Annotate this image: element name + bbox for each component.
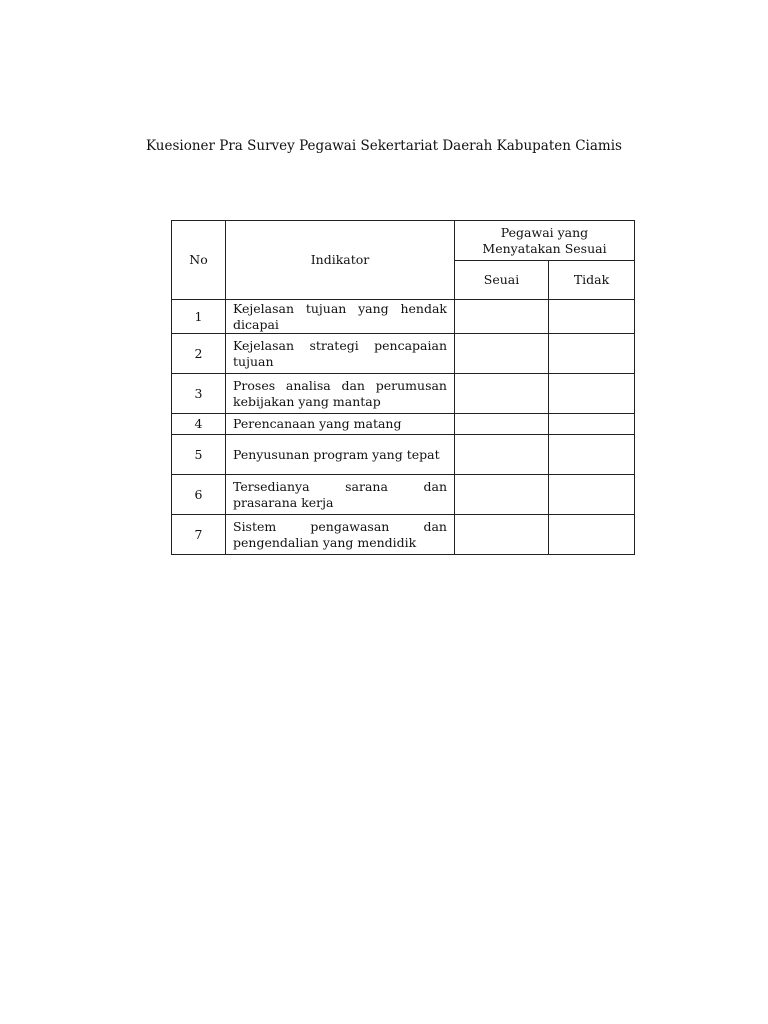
tidak-cell <box>549 374 635 414</box>
indicator-text: Proses analisa dan perumusan kebijakan yang mantap <box>226 374 455 414</box>
row-number: 3 <box>172 374 226 414</box>
header-sesuai: Seuai <box>455 261 549 300</box>
row-number: 2 <box>172 334 226 374</box>
indicator-text: Kejelasan strategi pencapaian tujuan <box>226 334 455 374</box>
table-row <box>172 300 635 334</box>
indicator-text: Penyusunan program yang tepat <box>226 435 455 475</box>
sesuai-cell <box>455 475 549 515</box>
tidak-cell <box>549 300 635 334</box>
header-no: No <box>172 221 226 300</box>
row-number: 1 <box>172 300 226 334</box>
tidak-cell <box>549 515 635 555</box>
table-header-row <box>172 221 635 261</box>
table-row <box>172 475 635 515</box>
tidak-cell <box>549 435 635 475</box>
page-title: Kuesioner Pra Survey Pegawai Sekertariat Daerah Kabupaten Ciamis <box>146 138 622 154</box>
table-row <box>172 374 635 414</box>
table-row <box>172 334 635 374</box>
table-row <box>172 435 635 475</box>
header-indicator: Indikator <box>226 221 455 300</box>
sesuai-cell <box>455 300 549 334</box>
sesuai-cell <box>455 374 549 414</box>
indicator-text: Perencanaan yang matang <box>226 414 455 435</box>
indicator-text: Kejelasan tujuan yang hendak dicapai <box>226 300 455 334</box>
indicator-text: Sistem pengawasan dan pengendalian yang mendidik <box>226 515 455 555</box>
header-tidak: Tidak <box>549 261 635 300</box>
row-number: 4 <box>172 414 226 435</box>
table-row <box>172 414 635 435</box>
survey-table <box>171 220 635 555</box>
table-row <box>172 515 635 555</box>
row-number: 6 <box>172 475 226 515</box>
sesuai-cell <box>455 414 549 435</box>
header-respondent-group: Pegawai yang Menyatakan Sesuai <box>455 221 635 261</box>
sesuai-cell <box>455 435 549 475</box>
sesuai-cell <box>455 515 549 555</box>
tidak-cell <box>549 475 635 515</box>
indicator-text: Tersedianya sarana dan prasarana kerja <box>226 475 455 515</box>
tidak-cell <box>549 414 635 435</box>
tidak-cell <box>549 334 635 374</box>
sesuai-cell <box>455 334 549 374</box>
row-number: 5 <box>172 435 226 475</box>
row-number: 7 <box>172 515 226 555</box>
